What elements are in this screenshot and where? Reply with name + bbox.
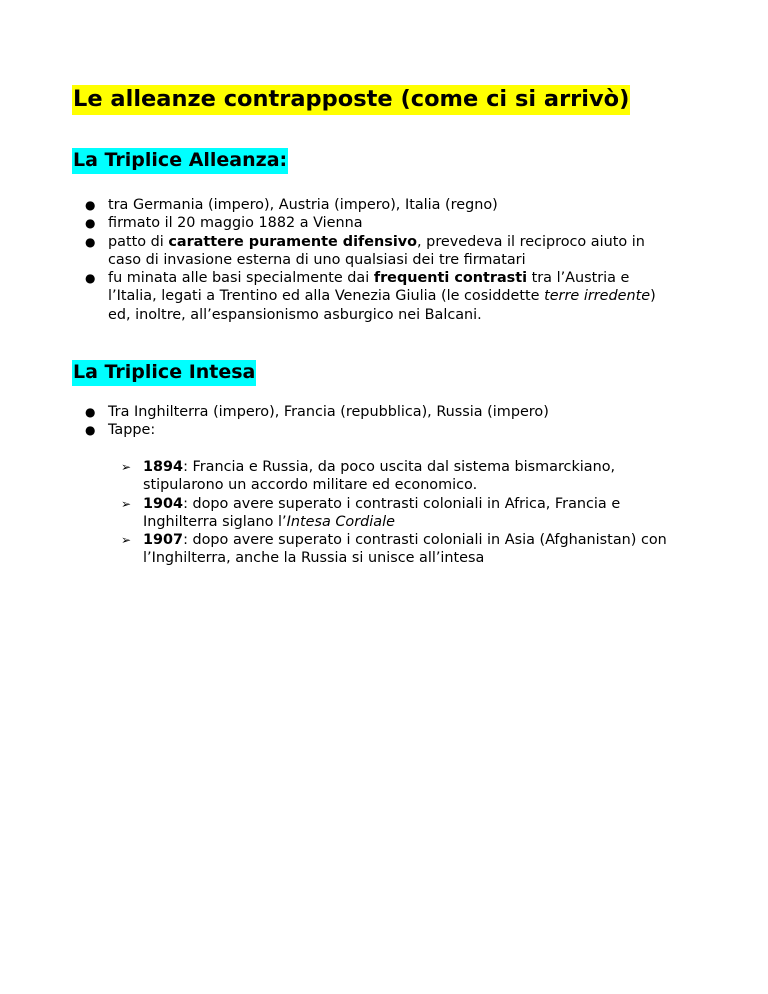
title-highlight: Le alleanze contrapposte (come ci si arrivò)	[72, 85, 630, 115]
list-item: ● Tappe:	[85, 422, 156, 439]
tappe-list	[0, 458, 683, 568]
list-item: ● Tra Inghilterra (impero), Francia (repubblica), Russia (impero)	[85, 404, 549, 420]
heading-highlight: La Triplice Intesa	[72, 360, 256, 386]
list-item: ● tra Germania (impero), Austria (impero), Italia (regno)	[85, 197, 498, 213]
document-title	[72, 86, 630, 113]
list-item: ➢ 1904: dopo avere superato i contrasti coloniali in Africa, Francia e Inghilterra siglano l’Intesa Cordiale	[121, 495, 621, 530]
list-item: ➢ 1894: Francia e Russia, da poco uscita dal sistema bismarckiano, stipularono un accordo militare ed economico.	[121, 459, 616, 494]
bold-phrase: frequenti contrasti	[373, 270, 528, 287]
year-label: 1907	[143, 532, 184, 549]
arrow-bullet-icon: ➢	[121, 533, 132, 548]
bullet-icon: ●	[85, 234, 96, 249]
arrow-bullet-icon: ➢	[121, 460, 132, 474]
list-item: ➢ 1907: dopo avere superato i contrasti coloniali in Asia (Afghanistan) con l’Inghilterra, anche la Russia si unisce all’intesa	[121, 532, 667, 567]
triplice-intesa-list	[0, 403, 678, 440]
triplice-alleanza-list	[0, 196, 678, 324]
section-heading-triplice-intesa	[72, 361, 256, 385]
bullet-icon: ●	[85, 198, 96, 212]
year-label: 1904	[143, 495, 184, 512]
section-heading-triplice-alleanza	[72, 149, 288, 173]
bold-phrase: carattere puramente difensivo	[168, 233, 418, 250]
italic-phrase: terre irredente	[544, 288, 651, 305]
arrow-bullet-icon: ➢	[121, 496, 132, 511]
bullet-icon: ●	[85, 216, 96, 231]
bullet-icon: ●	[85, 405, 96, 419]
list-item: ● fu minata alle basi specialmente dai frequenti contrasti tra l’Austria e l’Italia, legati a Trentino ed alla Venezia Giulia (le cosiddette terre irredente) ed, inoltre, all’espansionismo asburgico nei Balcani.	[85, 270, 656, 323]
list-item: ● patto di carattere puramente difensivo, prevedeva il reciproco aiuto in caso di invasione esterna di uno qualsiasi dei tre firmatari	[85, 233, 645, 268]
year-label: 1894	[143, 459, 184, 475]
heading-highlight: La Triplice Alleanza:	[72, 148, 288, 174]
list-item: ● firmato il 20 maggio 1882 a Vienna	[85, 215, 363, 232]
italic-phrase: Intesa Cordiale	[286, 513, 395, 530]
bullet-icon: ●	[85, 423, 96, 438]
bullet-icon: ●	[85, 271, 96, 286]
